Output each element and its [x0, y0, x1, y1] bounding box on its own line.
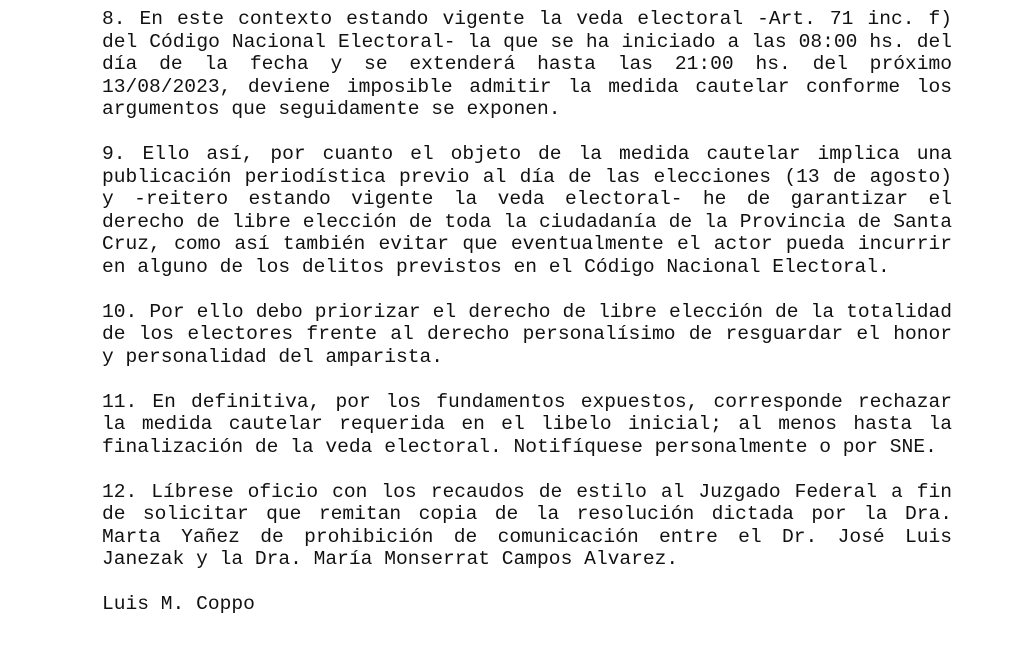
paragraph-10: 10. Por ello debo priorizar el derecho de libre elección de la totalidad de los electores frente al derecho personalísimo de resguardar el honor y personalidad del amparista.	[102, 300, 952, 368]
document-page	[102, 8, 952, 616]
paragraph-12: 12. Líbrese oficio con los recaudos de estilo al Juzgado Federal a fin de solicitar que remitan copia de la resolución dictada por la Dra. Marta Yañez de prohibición de comunicación entre el Dr. José Luis Janezak y la Dra. María Monserrat Campos Alvarez.	[102, 480, 952, 570]
paragraph-11: 11. En definitiva, por los fundamentos expuestos, corresponde rechazar la medida cautelar requerida en el libelo inicial; al menos hasta la finalización de la veda electoral. Notifíquese personalmente o por SNE.	[102, 390, 952, 458]
paragraph-9: 9. Ello así, por cuanto el objeto de la medida cautelar implica una publicación periodística previo al día de las elecciones (13 de agosto) y -reitero estando vigente la veda electoral- he de garantizar el derecho de libre elección de toda la ciudadanía de la Provincia de Santa Cruz, como así también evitar que eventualmente el actor pueda incurrir en alguno de los delitos previstos en el Código Nacional Electoral.	[102, 143, 952, 278]
signature-line: Luis M. Coppo	[102, 593, 255, 615]
paragraph-8: 8. En este contexto estando vigente la veda electoral -Art. 71 inc. f) del Código Nacional Electoral- la que se ha iniciado a las 08:00 hs. del día de la fecha y se extenderá hasta las 21:00 hs. del próximo 13/08/2023, deviene imposible admitir la medida cautelar conforme los argumentos que seguidamente se exponen.	[102, 8, 952, 120]
